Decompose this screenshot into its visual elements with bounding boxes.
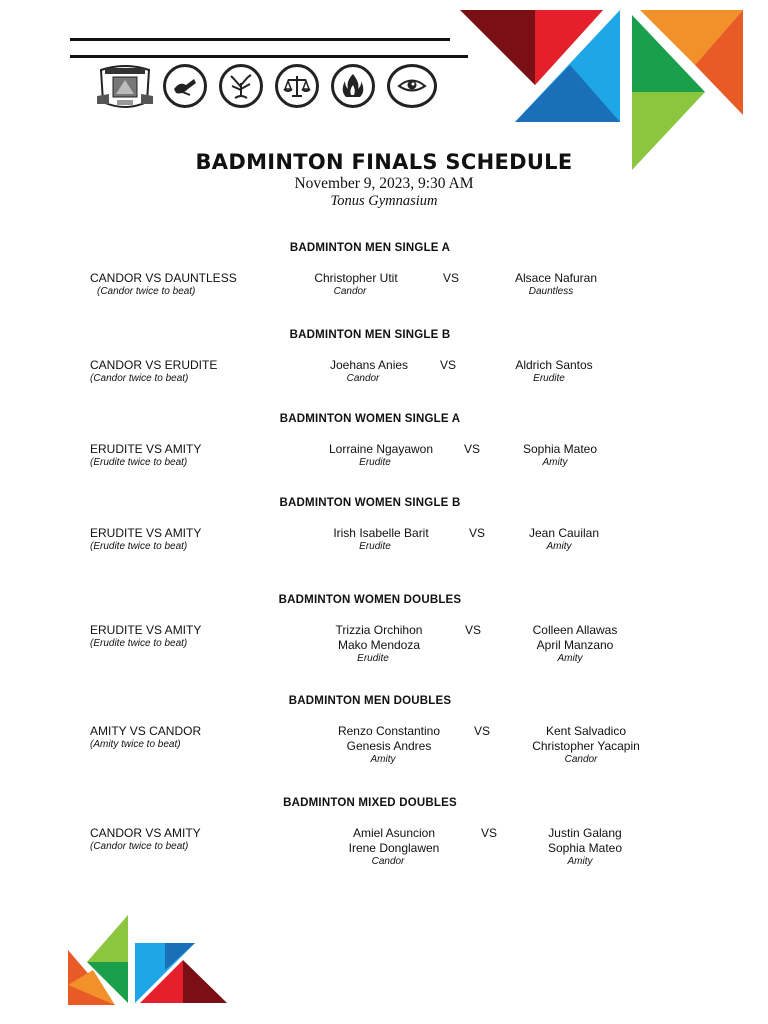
hands-icon xyxy=(163,64,207,108)
vs-label: VS xyxy=(442,271,460,285)
header-rule-bottom xyxy=(70,55,468,58)
left-team-name: Candor xyxy=(346,373,380,384)
left-team-name: Erudite xyxy=(359,457,391,468)
section-heading: BADMINTON WOMEN SINGLE A xyxy=(279,413,461,425)
right-team-name: Dauntless xyxy=(528,286,574,297)
right-team-name: Amity xyxy=(557,653,583,664)
section-heading: BADMINTON MEN SINGLE B xyxy=(289,329,451,341)
left-team-name: Erudite xyxy=(359,541,391,552)
tree-icon xyxy=(219,64,263,108)
twice-to-beat-note: (Erudite twice to beat) xyxy=(90,541,188,552)
decorative-triangles-top xyxy=(455,0,768,175)
right-player-name: Sophia Mateo xyxy=(547,841,623,855)
matchup-label: CANDOR VS AMITY xyxy=(90,826,201,840)
matchup-label: ERUDITE VS AMITY xyxy=(90,526,202,540)
right-player-name: Jean Cauilan xyxy=(528,526,600,540)
vs-label: VS xyxy=(468,526,486,540)
decorative-triangles-bottom xyxy=(65,910,235,1010)
section-heading: BADMINTON MEN DOUBLES xyxy=(288,695,452,707)
right-player-name: Christopher Yacapin xyxy=(532,739,640,753)
twice-to-beat-note: (Erudite twice to beat) xyxy=(90,457,188,468)
twice-to-beat-note: (Candor twice to beat) xyxy=(90,373,189,384)
right-player-name: Kent Salvadico xyxy=(545,724,627,738)
right-team-name: Amity xyxy=(542,457,568,468)
left-player-name: Lorraine Ngayawon xyxy=(328,442,434,456)
left-team-name: Amity xyxy=(370,754,396,765)
section-heading: BADMINTON WOMEN SINGLE B xyxy=(279,497,461,509)
right-player-name: Justin Galang xyxy=(548,826,622,840)
twice-to-beat-note: (Erudite twice to beat) xyxy=(90,638,188,649)
left-team-name: Erudite xyxy=(357,653,389,664)
left-team-name: Candor xyxy=(371,856,405,867)
section-heading: BADMINTON MIXED DOUBLES xyxy=(283,797,457,809)
twice-to-beat-note: (Amity twice to beat) xyxy=(90,739,181,750)
right-team-name: Amity xyxy=(567,856,593,867)
right-player-name: Colleen Allawas xyxy=(532,623,618,637)
page-title: BADMINTON FINALS SCHEDULE xyxy=(195,150,573,174)
left-player-name: Trizzia Orchihon xyxy=(335,623,423,637)
scales-icon xyxy=(275,64,319,108)
vs-label: VS xyxy=(439,358,457,372)
section-heading: BADMINTON WOMEN DOUBLES xyxy=(278,594,462,606)
twice-to-beat-note: (Candor twice to beat) xyxy=(97,286,196,297)
left-team-name: Candor xyxy=(333,286,367,297)
vs-label: VS xyxy=(464,623,482,637)
right-player-name: April Manzano xyxy=(536,638,614,652)
left-player-name: Irish Isabelle Barit xyxy=(333,526,429,540)
school-seal-icon xyxy=(95,60,155,112)
section-heading: BADMINTON MEN SINGLE A xyxy=(289,242,451,254)
twice-to-beat-note: (Candor twice to beat) xyxy=(90,841,189,852)
left-player-name: Genesis Andres xyxy=(346,739,432,753)
matchup-label: ERUDITE VS AMITY xyxy=(90,623,202,637)
left-player-name: Mako Mendoza xyxy=(337,638,421,652)
matchup-label: ERUDITE VS AMITY xyxy=(90,442,202,456)
right-player-name: Aldrich Santos xyxy=(515,358,593,372)
eye-icon xyxy=(387,64,437,108)
event-date: November 9, 2023, 9:30 AM xyxy=(294,175,474,192)
left-player-name: Christopher Utit xyxy=(314,271,398,285)
right-team-name: Candor xyxy=(564,754,598,765)
left-player-name: Joehans Anies xyxy=(329,358,409,372)
vs-label: VS xyxy=(463,442,481,456)
left-player-name: Renzo Constantino xyxy=(337,724,441,738)
matchup-label: CANDOR VS DAUNTLESS xyxy=(90,271,237,285)
header-rule-top xyxy=(70,38,450,41)
right-team-name: Amity xyxy=(546,541,572,552)
vs-label: VS xyxy=(480,826,498,840)
left-player-name: Amiel Asuncion xyxy=(352,826,436,840)
right-player-name: Sophia Mateo xyxy=(522,442,598,456)
event-venue: Tonus Gymnasium xyxy=(330,193,438,209)
matchup-label: AMITY VS CANDOR xyxy=(90,724,202,738)
flame-icon xyxy=(331,64,375,108)
right-player-name: Alsace Nafuran xyxy=(514,271,598,285)
matchup-label: CANDOR VS ERUDITE xyxy=(90,358,218,372)
vs-label: VS xyxy=(473,724,491,738)
right-team-name: Erudite xyxy=(533,373,565,384)
left-player-name: Irene Donglawen xyxy=(348,841,440,855)
